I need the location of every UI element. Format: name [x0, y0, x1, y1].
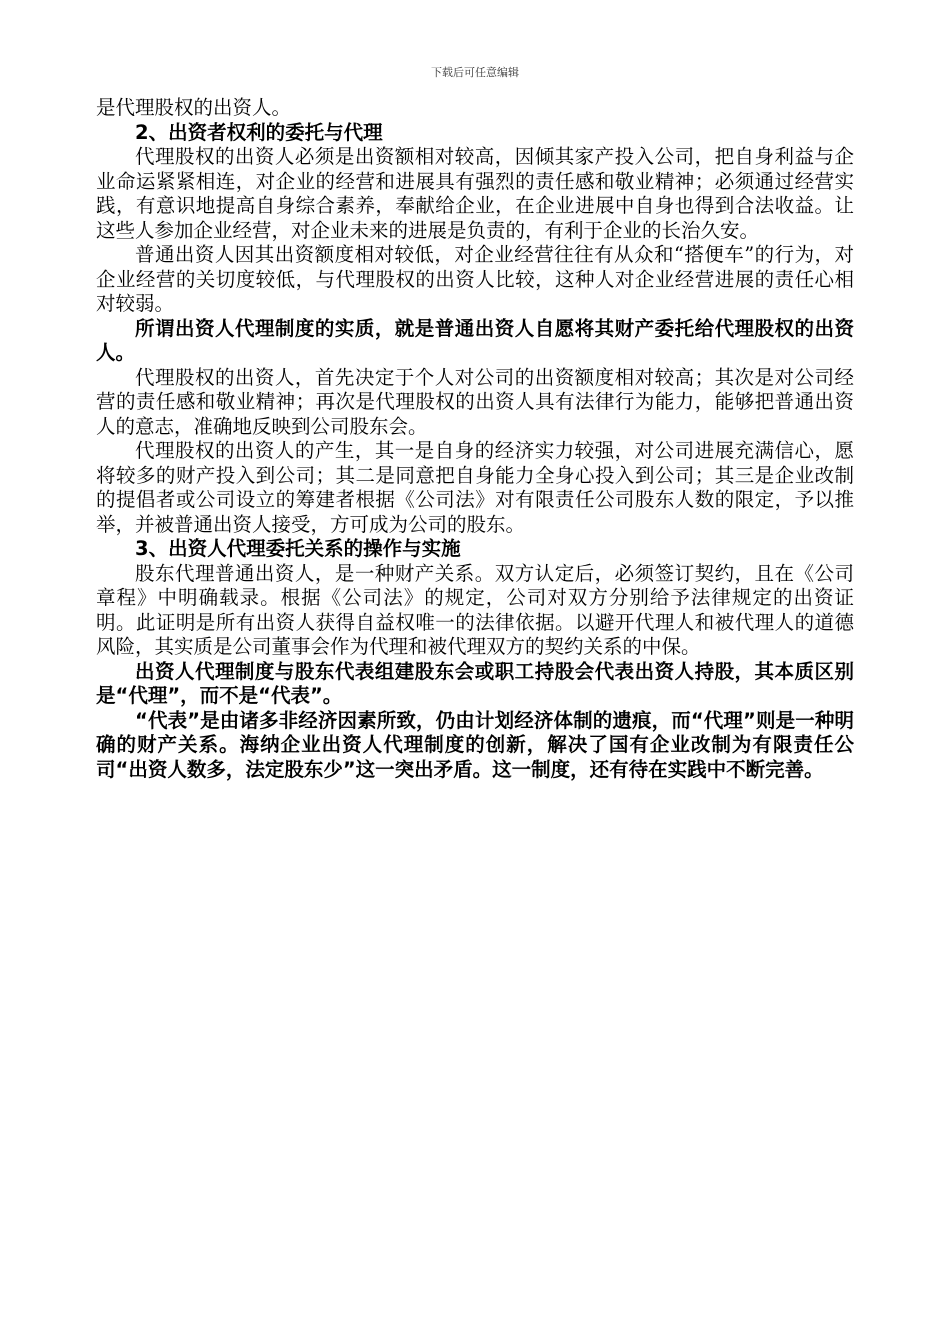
- section-heading-2: 2、出资者权利的委托与代理: [135, 120, 383, 144]
- paragraph: 代理股权的出资人的产生，其一是自身的经济实力较强，对公司进展充满信心，愿将较多的财产投入到公司；其二是同意把自身能力全身心投入到公司；其三是企业改制的提倡者或公司设立的筹建者根据《公司法》对有限责任公司股东人数的限定，予以推举，并被普通出资人接受，方可成为公司的股东。: [96, 439, 854, 536]
- paragraph: 代理股权的出资人，首先决定于个人对公司的出资额度相对较高；其次是对公司经营的责任感和敬业精神；再次是代理股权的出资人具有法律行为能力，能够把普通出资人的意志，准确地反映到公司股东会。: [96, 365, 854, 438]
- bold-paragraph: 出资人代理制度与股东代表组建股东会或职工持股会代表出资人持股，其本质区别是“代理”，而不是“代表”。: [96, 659, 854, 707]
- bold-paragraph: “代表”是由诸多非经济因素所致，仍由计划经济体制的遗痕，而“代理”则是一种明确的财产关系。海纳企业出资人代理制度的创新，解决了国有企业改制为有限责任公司“出资人数多，法定股东少”这一突出矛盾。这一制度，还有待在实践中不断完善。: [96, 708, 854, 781]
- bold-paragraph: 所谓出资人代理制度的实质，就是普通出资人自愿将其财产委托给代理股权的出资人。: [96, 316, 854, 364]
- document-body: [96, 96, 854, 782]
- paragraph: 普通出资人因其出资额度相对较低，对企业经营往往有从众和“搭便车”的行为，对企业经营的关切度较低，与代理股权的出资人比较，这种人对企业经营进展的责任心相对较弱。: [96, 243, 854, 315]
- paragraph: 代理股权的出资人必须是出资额相对较高，因倾其家产投入公司，把自身利益与企业命运紧紧相连，对企业的经营和进展具有强烈的责任感和敬业精神；必须通过经营实践，有意识地提高自身综合素养，奉献给企业，在企业进展中自身也得到合法收益。让这些人参加企业经营，对企业未来的进展是负责的，有利于企业的长治久安。: [96, 145, 854, 242]
- section-heading-3: 3、出资人代理委托关系的操作与实施: [135, 537, 461, 560]
- paragraph: 股东代理普通出资人，是一种财产关系。双方认定后，必须签订契约，且在《公司章程》中明确载录。根据《公司法》的规定，公司对双方分别给予法律规定的出资证明。此证明是所有出资人获得自益权唯一的法律依据。以避开代理人和被代理人的道德风险，其实质是公司董事会作为代理和被代理双方的契约关系的中保。: [96, 561, 854, 658]
- page-header: 下载后可任意编辑: [431, 66, 519, 79]
- paragraph-continuation: 是代理股权的出资人。: [96, 96, 292, 119]
